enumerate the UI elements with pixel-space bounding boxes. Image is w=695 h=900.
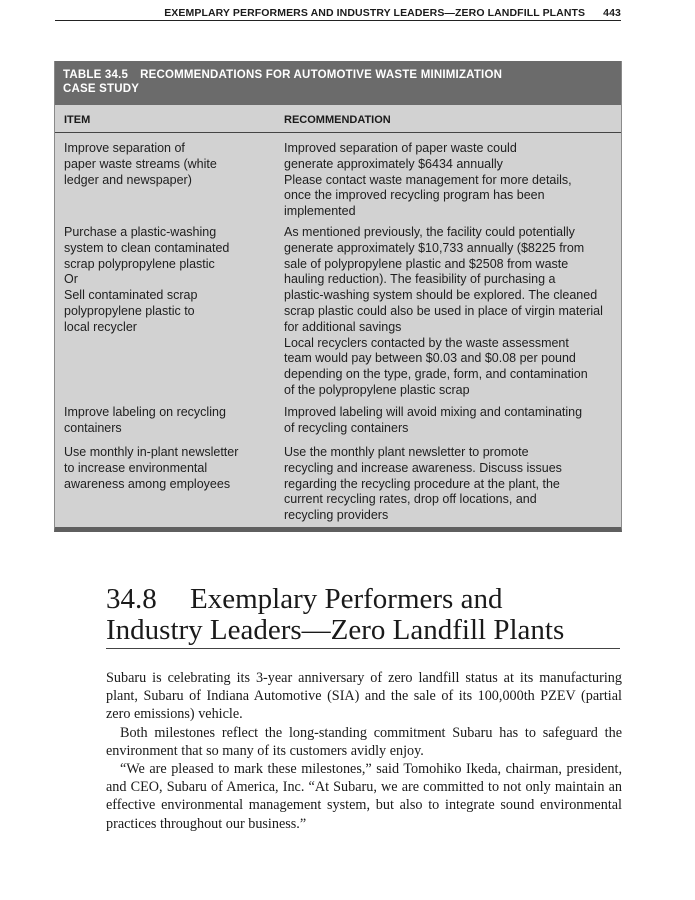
section-title-line2: Industry Leaders—Zero Landfill Plants — [106, 613, 565, 646]
running-title: EXEMPLARY PERFORMERS AND INDUSTRY LEADERS—ZERO LANDFILL PLANTS — [164, 7, 586, 19]
item-cell — [64, 445, 269, 492]
recommendations-table — [54, 61, 622, 532]
recommendation-text-line: implemented — [284, 204, 356, 219]
column-header-item: ITEM — [64, 114, 91, 126]
page-number: 443 — [603, 7, 621, 19]
section-heading — [106, 584, 620, 649]
paragraph: Both milestones reflect the long-standing commitment Subaru has to safeguard the environment that so many of its customers avidly enjoy. — [106, 724, 622, 759]
recommendation-text-line: of the polypropylene plastic scrap — [284, 382, 470, 397]
recommendation-text-line: Local recyclers contacted by the waste assessment — [284, 335, 569, 350]
item-text-line: Or — [64, 272, 78, 287]
item-cell — [64, 225, 269, 336]
recommendation-text-line: hauling reduction). The feasibility of purchasing a — [284, 272, 556, 287]
item-text-line: Sell contaminated scrap — [64, 288, 198, 303]
recommendation-text-line: plastic-washing system should be explored. The cleaned — [284, 288, 598, 303]
item-text-line: Purchase a plastic-washing — [64, 225, 217, 239]
item-text-line: to increase environmental — [64, 460, 208, 475]
recommendation-text-line: team would pay between $0.03 and $0.08 per pound — [284, 351, 576, 366]
item-text-line: awareness among employees — [64, 476, 231, 491]
recommendation-text-line: generate approximately $6434 annually — [284, 156, 503, 171]
recommendation-text-line: sale of polypropylene plastic and $2508 from waste — [284, 256, 569, 271]
recommendation-text-line: Use the monthly plant newsletter to promote — [284, 445, 529, 459]
item-text-line: ledger and newspaper) — [64, 172, 192, 187]
recommendation-cell — [284, 141, 619, 220]
table-number: TABLE 34.5 — [63, 69, 129, 81]
column-header-recommendation: RECOMMENDATION — [284, 114, 391, 126]
recommendation-text-line: regarding the recycling procedure at the plant, the — [284, 476, 560, 491]
recommendation-text-line: current recycling rates, drop off locations, and — [284, 492, 537, 507]
item-text-line: scrap polypropylene plastic — [64, 256, 215, 271]
item-cell — [64, 141, 269, 188]
item-cell — [64, 405, 269, 437]
item-text-line: system to clean contaminated — [64, 240, 230, 255]
recommendation-text-line: Improved separation of paper waste could — [284, 141, 517, 155]
table-title-line1: RECOMMENDATIONS FOR AUTOMOTIVE WASTE MINIMIZATION — [140, 69, 503, 81]
paragraph: Subaru is celebrating its 3-year anniversary of zero landfill status at its manufacturing plant, Subaru of Indiana Automotive (SIA) and the sale of its 100,000th PZEV (partial zero emissions) vehicle. — [106, 670, 622, 723]
table-title-line2: CASE STUDY — [63, 82, 140, 95]
recommendation-text-line: Please contact waste management for more details, — [284, 172, 572, 187]
recommendation-cell — [284, 405, 619, 437]
body-text — [106, 669, 622, 833]
recommendation-text-line: for additional savings — [284, 319, 402, 334]
item-text-line: polypropylene plastic to — [64, 303, 195, 318]
recommendation-text-line: As mentioned previously, the facility could potentially — [284, 225, 575, 239]
section-title-line1: Exemplary Performers and — [190, 583, 503, 615]
recommendation-text-line: scrap plastic could also be used in place of virgin material — [284, 303, 603, 318]
item-text-line: local recycler — [64, 319, 137, 334]
item-text-line: Use monthly in-plant newsletter — [64, 445, 239, 459]
recommendation-text-line: recycling and increase awareness. Discuss issues — [284, 460, 562, 475]
table-header-row — [55, 105, 621, 133]
item-text-line: containers — [64, 420, 122, 435]
recommendation-cell — [284, 225, 619, 399]
item-text-line: Improve labeling on recycling — [64, 405, 226, 419]
paragraph: “We are pleased to mark these milestones,” said Tomohiko Ikeda, chairman, president, and CEO, Subaru of America, Inc. “At Subaru, we are committed to not only maintain an effective environmental management system, but also to integrate sound environmental practices throughout our business.” — [106, 761, 622, 832]
recommendation-text-line: of recycling containers — [284, 420, 409, 435]
item-text-line: Improve separation of — [64, 141, 185, 155]
recommendation-text-line: depending on the type, grade, form, and contamination — [284, 367, 588, 382]
table-caption — [55, 61, 621, 105]
recommendation-text-line: once the improved recycling program has been — [284, 188, 545, 203]
item-text-line: paper waste streams (white — [64, 156, 217, 171]
recommendation-text-line: Improved labeling will avoid mixing and contaminating — [284, 405, 583, 419]
section-number: 34.8 — [106, 583, 157, 615]
recommendation-text-line: generate approximately $10,733 annually ($8225 from — [284, 240, 585, 255]
recommendation-text-line: recycling providers — [284, 508, 389, 523]
recommendation-cell — [284, 445, 619, 524]
running-header — [55, 6, 621, 21]
